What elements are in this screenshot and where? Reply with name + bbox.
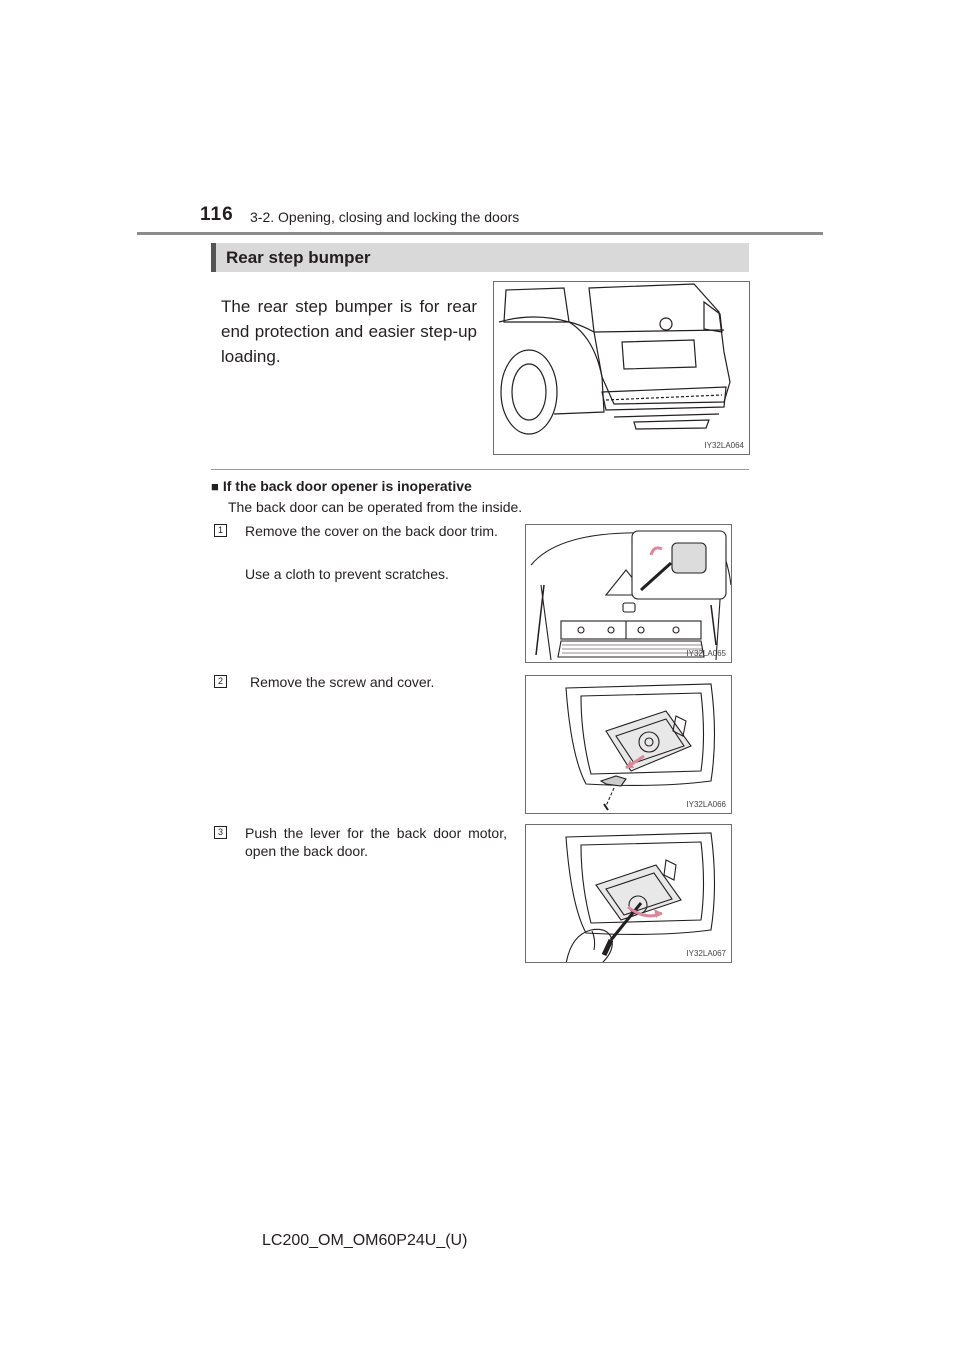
footer-doc-id: LC200_OM_OM60P24U_(U) <box>262 1232 468 1249</box>
screw-cover-illustration <box>525 675 732 814</box>
square-bullet-icon: ■ <box>211 479 219 494</box>
figure-code: IY32LA066 <box>686 800 726 809</box>
trim-cover-drawing <box>526 525 732 663</box>
step-number-1: 1 <box>214 524 227 537</box>
lever-push-illustration <box>525 824 732 963</box>
figure-code: IY32LA067 <box>686 949 726 958</box>
step-number-3: 3 <box>214 826 227 839</box>
section-heading-bar <box>211 243 749 272</box>
subsection-text: The back door can be operated from the inside. <box>228 499 523 515</box>
step-1-note: Use a cloth to prevent scratches. <box>245 566 449 582</box>
step-1-text: Remove the cover on the back door trim. <box>245 523 498 539</box>
subsection-heading <box>211 478 472 494</box>
rear-bumper-illustration <box>493 281 750 455</box>
back-door-trim-illustration <box>525 524 732 663</box>
header-section-title: 3-2. Opening, closing and locking the doors <box>250 209 520 225</box>
page-number: 116 <box>200 204 234 225</box>
step-number-2: 2 <box>214 675 227 688</box>
figure-code: IY32LA065 <box>686 649 726 658</box>
lever-push-drawing <box>526 825 732 963</box>
step-3-text: Push the lever for the back door motor, open the back door. <box>245 825 507 859</box>
subsection-divider <box>211 469 749 470</box>
subsection-title: If the back door opener is inoperative <box>222 478 472 494</box>
step-2-text: Remove the screw and cover. <box>250 674 435 690</box>
screw-removal-drawing <box>526 676 732 814</box>
section-title: Rear step bumper <box>226 248 371 267</box>
figure-code: IY32LA064 <box>704 441 744 450</box>
vehicle-rear-drawing <box>494 282 750 455</box>
intro-paragraph: The rear step bumper is for rear end protection and easier step-up loading. <box>221 297 477 366</box>
header-rule <box>137 232 823 235</box>
